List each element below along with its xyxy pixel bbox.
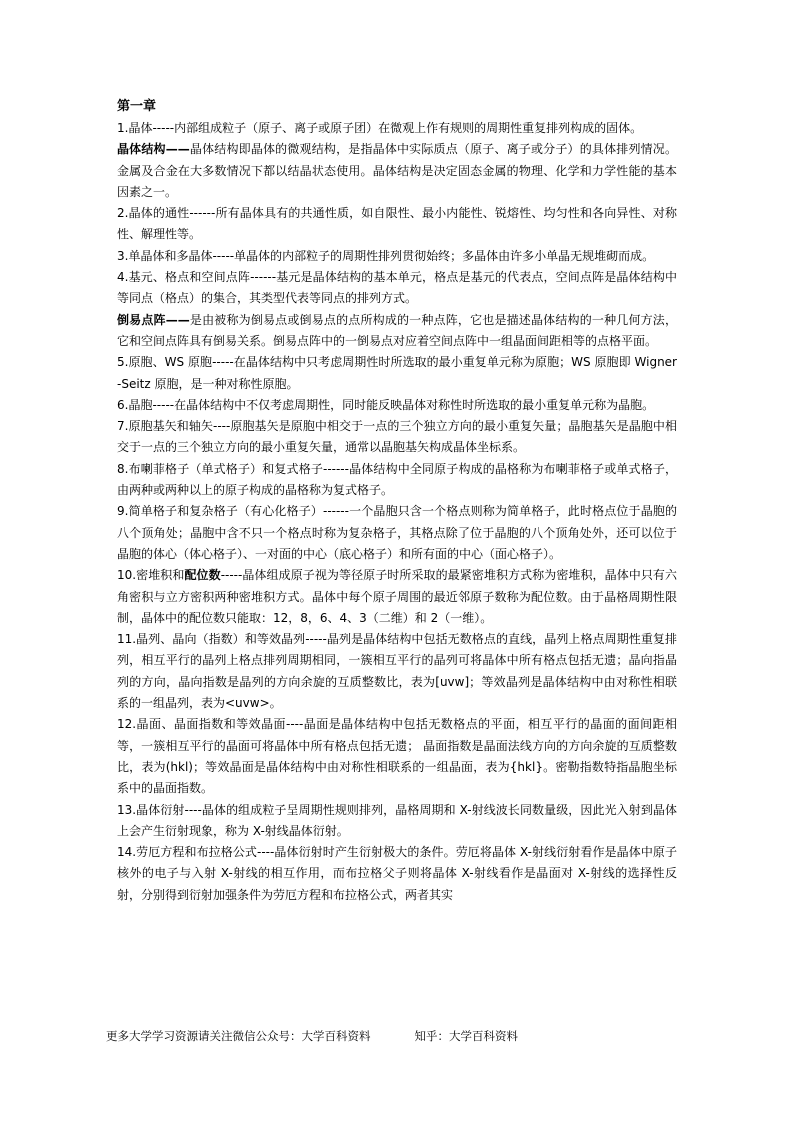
- paragraph-text: 14.劳厄方程和布拉格公式----晶体衍射时产生衍射极大的条件。劳厄将晶体 X-射线衍射看作是晶体中原子核外的电子与入射 X-射线的相互作用，而布拉格父子则将晶体 X-射线看作是晶面对 X-射线的选择性反射，分别得到衍射加强条件为劳厄方程和布拉格公式，两者其实: [117, 845, 677, 902]
- paragraph-text: 4.基元、格点和空间点阵------基元是晶体结构的基本单元，格点是基元的代表点，空间点阵是晶体结构中等同点（格点）的集合，其类型代表等同点的排列方式。: [117, 270, 677, 306]
- paragraph-14: [117, 842, 677, 906]
- paragraph-prefix: 10.密堆积和: [117, 568, 185, 583]
- paragraph-7: [117, 416, 677, 459]
- paragraph-3: [117, 246, 677, 267]
- paragraph-11: [117, 629, 677, 714]
- paragraph-5: [117, 352, 677, 395]
- paragraph-text: 1.晶体-----内部组成粒子（原子、离子或原子团）在微观上作有规则的周期性重复排列构成的固体。: [117, 121, 643, 135]
- paragraph-6: [117, 395, 677, 416]
- paragraph-text: 7.原胞基矢和轴矢----原胞基矢是原胞中相交于一点的三个独立方向的最小重复矢量；晶胞基矢是晶胞中相交于一点的三个独立方向的最小重复矢量，通常以晶胞基矢构成晶体坐标系。: [117, 419, 677, 455]
- paragraph-text: 3.单晶体和多晶体-----单晶体的内部粒子的周期性排列贯彻始终；多晶体由许多小单晶无规堆砌而成。: [117, 248, 655, 263]
- paragraph-10: [117, 565, 677, 629]
- paragraph-4: [117, 267, 677, 310]
- paragraph-1: [117, 118, 677, 139]
- paragraph-text: 9.简单格子和复杂格子（有心化格子）------一个晶胞只含一个格点则称为简单格子，此时格点位于晶胞的八个顶角处；晶胞中含不只一个格点时称为复杂格子，其格点除了位于晶胞的八个顶角处外，还可以位于晶胞的体心（体心格子）、一对面的中心（底心格子）和所有面的中心（面心格子）。: [117, 504, 677, 561]
- paragraph-2: [117, 203, 677, 246]
- paragraph-text: 是由被称为倒易点或倒易点的点所构成的一种点阵，它也是描述晶体结构的一种几何方法，它和空间点阵具有倒易关系。倒易点阵中的一倒易点对应着空间点阵中一组晶面间距相等的点格平面。: [117, 312, 677, 348]
- paragraph-text: 8.布喇菲格子（单式格子）和复式格子------晶体结构中全同原子构成的晶格称为布喇菲格子或单式格子，由两种或两种以上的原子构成的晶格称为复式格子。: [117, 461, 677, 498]
- chapter-title: 第一章: [117, 99, 157, 114]
- document-body: [117, 97, 677, 906]
- paragraph-reciprocal-lattice: [117, 310, 677, 353]
- term-bold: 倒易点阵——: [117, 312, 190, 327]
- paragraph-text: 12.晶面、晶面指数和等效晶面----晶面是晶体结构中包括无数格点的平面，相互平行的晶面的面间距相等，一簇相互平行的晶面可将晶体中所有格点包括无遗； 晶面指数是晶面法线方向的方向余旋的互质整数比，表为(hkl)；等效晶面是晶体结构中由对称性相联系的一组晶面，表为{hkl}。密勒指数特指晶胞坐标系中的晶面指数。: [117, 717, 677, 796]
- paragraph-12: [117, 714, 677, 799]
- paragraph-13: [117, 800, 677, 843]
- term-bold: 配位数: [184, 568, 221, 583]
- paragraph-text: 晶体结构即晶体的微观结构，是指晶体中实际质点（原子、离子或分子）的具体排列情况。金属及合金在大多数情况下都以结晶状态使用。晶体结构是决定固态金属的物理、化学和力学性能的基本因素之一。: [117, 142, 677, 199]
- page-footer: [106, 1028, 518, 1044]
- paragraph-text: 6.晶胞-----在晶体结构中不仅考虑周期性，同时能反映晶体对称性时所选取的最小重复单元称为晶胞。: [117, 397, 655, 412]
- paragraph-text: 11.晶列、晶向（指数）和等效晶列-----晶列是晶体结构中包括无数格点的直线，晶列上格点周期性重复排列，相互平行的晶列上格点排列周期相同，一簇相互平行的晶列可将晶体中所有格点包括无遗；晶向指晶列的方向，晶向指数是晶列的方向余旋的互质整数比，表为[uvw]；等效晶列是晶体结构中由对称性相联系的一组晶列，表为<uvw>。: [117, 632, 677, 711]
- paragraph-text: 13.晶体衍射----晶体的组成粒子呈周期性规则排列，晶格周期和 X-射线波长同数量级，因此光入射到晶体上会产生衍射现象，称为 X-射线晶体衍射。: [117, 802, 677, 838]
- paragraph-8: [117, 459, 677, 502]
- paragraph-text: 2.晶体的通性------所有晶体具有的共通性质，如自限性、最小内能性、锐熔性、均匀性和各向异性、对称性、解理性等。: [117, 206, 677, 242]
- paragraph-text: 5.原胞、WS 原胞-----在晶体结构中只考虑周期性时所选取的最小重复单元称为原胞；WS 原胞即 Wigner-Seitz 原胞，是一种对称性原胞。: [117, 355, 677, 391]
- paragraph-text: -----晶体组成原子视为等径原子时所采取的最紧密堆积方式称为密堆积，晶体中只有六角密积与立方密积两种密堆积方式。晶体中每个原子周围的最近邻原子数称为配位数。由于晶格周期性限制，晶体中的配位数只能取：12，8，6、4、3（二维）和 2（一维）。: [117, 568, 677, 625]
- paragraph-crystal-structure: [117, 139, 677, 203]
- footer-wechat-note: 更多大学学习资源请关注微信公众号：大学百科资料: [106, 1029, 371, 1043]
- footer-zhihu-note: 知乎：大学百科资料: [414, 1029, 518, 1043]
- paragraph-9: [117, 501, 677, 565]
- term-bold: 晶体结构——: [117, 142, 190, 157]
